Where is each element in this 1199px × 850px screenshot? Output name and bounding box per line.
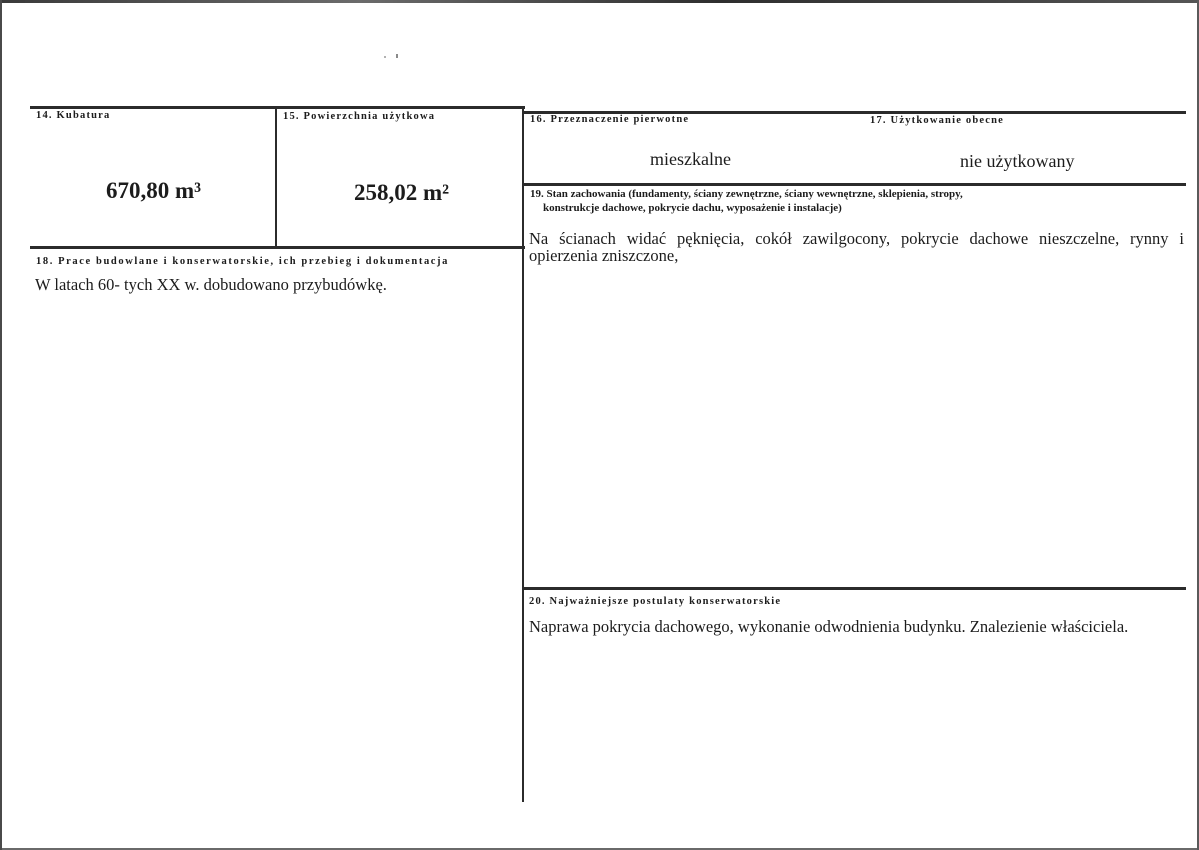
- field-18-value: W latach 60- tych XX w. dobudowano przybudówkę.: [35, 275, 387, 294]
- rule-lower-right: [524, 587, 1186, 590]
- field-15-value: 258,02 m²: [354, 180, 450, 205]
- field-19-value-line1: Na ścianach widać pęknięcia, cokół zawilgocony, pokrycie dachowe nieszczelne, rynny i: [529, 229, 1184, 248]
- field-20-value: Naprawa pokrycia dachowego, wykonanie odwodnienia budynku. Znalezienie właściciela.: [529, 617, 1129, 636]
- rule-mid-right: [524, 183, 1186, 186]
- field-17-value: nie użytkowany: [960, 151, 1075, 171]
- field-19-label-line2: konstrukcje dachowe, pokrycie dachu, wyposażenie i instalacje): [543, 202, 842, 214]
- scan-edge-top: [0, 0, 1199, 3]
- field-14-label: 14. Kubatura: [36, 110, 111, 121]
- rule-top-left: [30, 106, 525, 109]
- field-14-value: 670,80 m³: [106, 178, 202, 203]
- rule-mid-left: [30, 246, 525, 249]
- field-15-label: 15. Powierzchnia użytkowa: [283, 111, 436, 122]
- field-17-label: 17. Użytkowanie obecne: [870, 115, 1005, 126]
- field-19-label-line1: 19. Stan zachowania (fundamenty, ściany zewnętrzne, ściany wewnętrzne, sklepienia, stropy,: [530, 188, 963, 200]
- field-19-value-line2: opierzenia zniszczone,: [529, 246, 679, 265]
- divider-14-15: [275, 106, 277, 248]
- field-16-label: 16. Przeznaczenie pierwotne: [530, 114, 690, 125]
- field-20-label: 20. Najważniejsze postulaty konserwatorskie: [529, 596, 782, 607]
- field-16-value: mieszkalne: [650, 149, 731, 169]
- divider-main: [522, 108, 524, 802]
- scan-edge-left: [0, 0, 2, 850]
- field-18-label: 18. Prace budowlane i konserwatorskie, ich przebieg i dokumentacja: [36, 256, 450, 267]
- scan-speck: [384, 54, 398, 62]
